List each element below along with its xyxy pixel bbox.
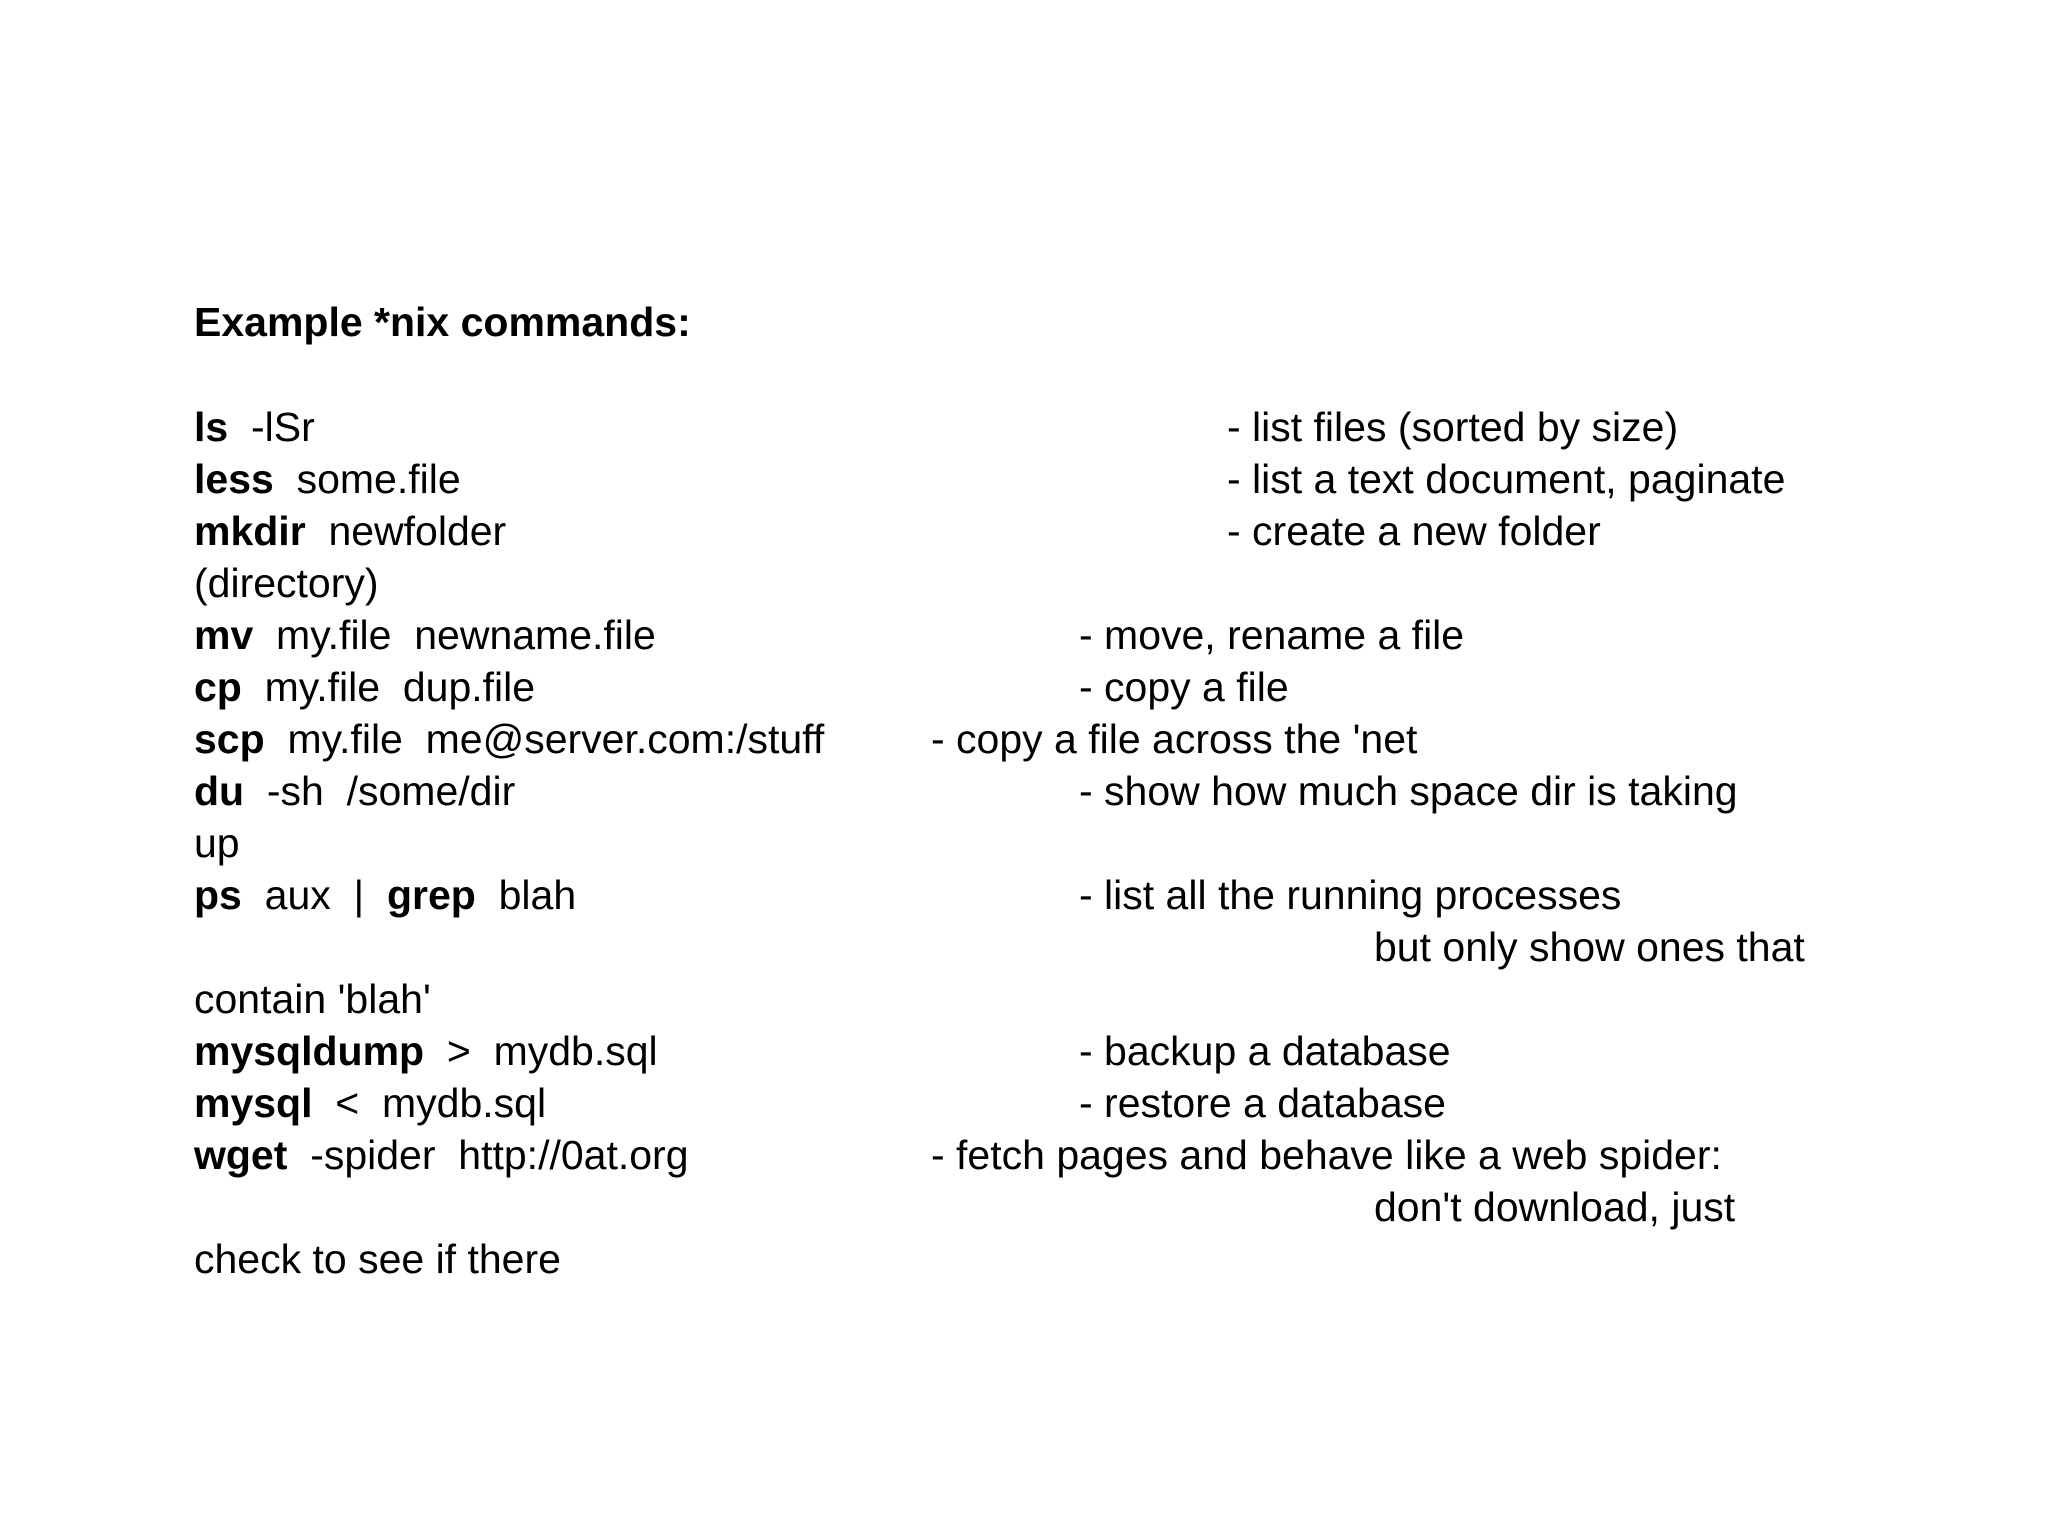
command-name: ps xyxy=(194,872,242,918)
wrapped-text: check to see if there xyxy=(194,1236,561,1282)
command-description: - list a text document, paginate xyxy=(1227,456,1786,502)
command-args: -spider http://0at.org xyxy=(287,1132,689,1178)
command-description: - create a new folder xyxy=(1227,508,1601,554)
command-args: -lSr xyxy=(228,404,315,450)
command-name: du xyxy=(194,768,245,814)
indented-text: but only show ones that xyxy=(1374,924,1805,970)
command-name: mkdir xyxy=(194,508,306,554)
wrapped-text: (directory) xyxy=(194,560,379,606)
command-line-ps-grep xyxy=(194,869,576,921)
command-name: wget xyxy=(194,1132,288,1178)
wrapped-text: contain 'blah' xyxy=(194,976,431,1022)
command-line-mv xyxy=(194,609,656,661)
command-args: newfolder xyxy=(305,508,507,554)
command-name: mysqldump xyxy=(194,1028,425,1074)
command-description: - show how much space dir is taking xyxy=(1079,768,1738,814)
command-name: cp xyxy=(194,664,242,710)
command-line-scp xyxy=(194,713,824,765)
command-name-secondary: grep xyxy=(386,872,476,918)
command-name: less xyxy=(194,456,274,502)
command-args: < mydb.sql xyxy=(312,1080,547,1126)
command-args: -sh /some/dir xyxy=(244,768,516,814)
command-line-cp xyxy=(194,661,535,713)
command-description: - list files (sorted by size) xyxy=(1227,404,1679,450)
command-args: my.file me@server.com:/stuff xyxy=(264,716,825,762)
indented-text: don't download, just xyxy=(1374,1184,1736,1230)
command-args: > mydb.sql xyxy=(424,1028,658,1074)
command-line-mysql xyxy=(194,1077,546,1129)
command-line-ls xyxy=(194,401,315,453)
command-description: - copy a file across the 'net xyxy=(931,716,1418,762)
command-args: my.file dup.file xyxy=(241,664,536,710)
command-line-mkdir xyxy=(194,505,506,557)
command-line-less xyxy=(194,453,461,505)
command-args: my.file newname.file xyxy=(253,612,656,658)
command-name: scp xyxy=(194,716,265,762)
command-args-secondary: blah xyxy=(475,872,577,918)
command-line-du xyxy=(194,765,515,817)
command-description: - restore a database xyxy=(1079,1080,1446,1126)
command-description: - move, rename a file xyxy=(1079,612,1465,658)
command-args: aux | xyxy=(241,872,387,918)
command-name: mysql xyxy=(194,1080,313,1126)
wrapped-text: up xyxy=(194,820,240,866)
command-description: - list all the running processes xyxy=(1079,872,1622,918)
command-name: ls xyxy=(194,404,229,450)
command-args: some.file xyxy=(273,456,461,502)
slide-title: Example *nix commands: xyxy=(194,299,691,345)
command-description: - fetch pages and behave like a web spider: xyxy=(931,1132,1722,1178)
command-line-mysqldump xyxy=(194,1025,658,1077)
command-description: - copy a file xyxy=(1079,664,1289,710)
command-line-wget xyxy=(194,1129,689,1181)
command-name: mv xyxy=(194,612,254,658)
command-description: - backup a database xyxy=(1079,1028,1451,1074)
